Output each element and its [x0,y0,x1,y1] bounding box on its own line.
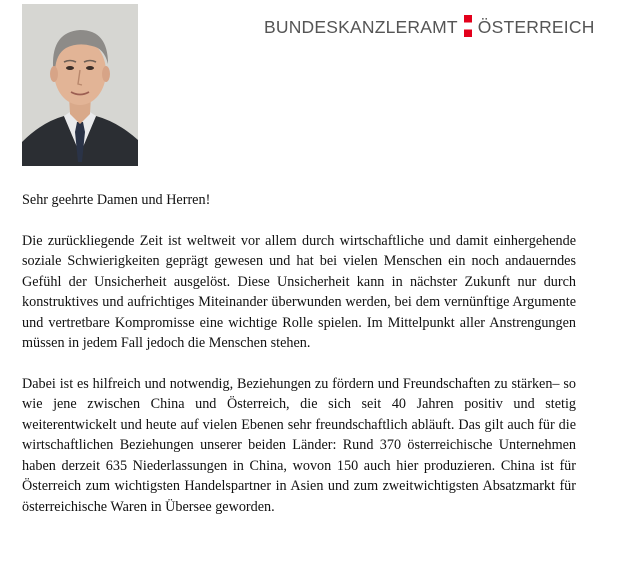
letter-greeting: Sehr geehrte Damen und Herren! [22,192,211,208]
bundeskanzleramt-logo [264,16,595,40]
austrian-flag-icon [464,15,472,37]
logo-text-right: ÖSTERREICH [477,16,595,37]
letter-paragraph-1: Die zurückliegende Zeit ist weltweit vor allem durch wirtschaftliche und damit einhergehende soziale Schwierigkeiten geprägt gewesen und hat bei vielen Menschen ein noch andauerndes Gefühl der Unsicherheit ausgelöst. Diese Unsicherheit kann in nächster Zukunft nur durch konstruktives und aufrichtiges Miteinander überwunden werden, bei dem vernünftige Argumente und vertretbare Kompromisse eine wichtige Rolle spielen. Im Mittelpunkt aller Anstrengungen müssen in jedem Fall jedoch die Menschen stehen. [22,232,576,351]
portrait-illustration [22,4,138,166]
logo-text-left: BUNDESKANZLERAMT [264,16,458,37]
letter-body [22,190,576,537]
portrait-photo [22,4,138,166]
letter-paragraph-2: Dabei ist es hilfreich und notwendig, Beziehungen zu fördern und Freundschaften zu stärken– so wie jene zwischen China und Österreich, die sich seit 40 Jahren positiv und stetig weiterentwickelt und heute auf vielen Ebenen sehr freundschaftlich abläuft. Das gilt auch für die wirtschaftlichen Beziehungen unserer beiden Länder: Rund 370 österreichische Unternehmen haben derzeit 635 Niederlassungen in China, wovon 150 auch hier produzieren. China ist für Österreich zum wichtigsten Handelspartner in Asien und zum zweitwichtigsten Absatzmarkt für österreichische Waren in Übersee geworden. [22,375,576,515]
